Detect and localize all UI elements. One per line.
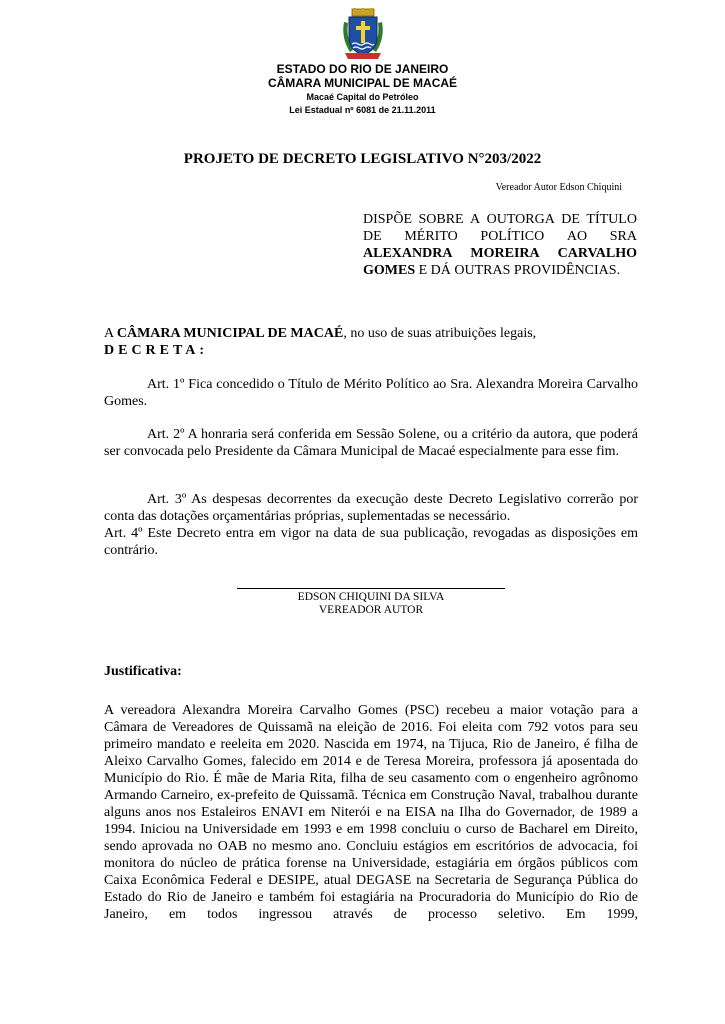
document-title: PROJETO DE DECRETO LEGISLATIVO N°203/2022	[183, 151, 542, 167]
header-state: ESTADO DO RIO DE JANEIRO	[276, 62, 449, 76]
article-3: Art. 3º As despesas decorrentes da execução deste Decreto Legislativo correrão por conta das dotações orçamentárias próprias, suplementadas se necessário.	[104, 492, 638, 524]
author-note: Vereador Autor Edson Chiquini	[495, 182, 622, 193]
intro-chamber-name: CÂMARA MUNICIPAL DE MACAÉ	[116, 326, 344, 341]
ementa	[363, 211, 637, 279]
article-1: Art. 1º Fica concedido o Título de Mérito Político ao Sra. Alexandra Moreira Carvalho Gomes.	[104, 377, 638, 409]
signature-name: EDSON CHIQUINI DA SILVA	[297, 591, 445, 603]
signature-line	[237, 588, 505, 589]
decreta-heading: DECRETA:	[104, 343, 209, 358]
article-4: Art. 4º Este Decreto entra em vigor na data de sua publicação, revogadas as disposições em contrário.	[104, 526, 638, 558]
justification-heading: Justificativa:	[104, 664, 182, 679]
article-2: Art. 2º A honraria será conferida em Sessão Solene, ou a critério da autora, que poderá ser convocada pelo Presidente da Câmara Municipal de Macaé especialmente para esse fim.	[104, 427, 638, 459]
ementa-line-4	[363, 262, 637, 279]
coat-of-arms-icon	[340, 8, 386, 60]
header-law: Lei Estadual nº 6081 de 21.11.2011	[289, 105, 436, 115]
intro-paragraph: A CÂMARA MUNICIPAL DE MACAÉ, no uso de suas atribuições legais,	[104, 326, 537, 341]
signature-role: VEREADOR AUTOR	[318, 604, 424, 616]
ementa-line-3: ALEXANDRA MOREIRA CARVALHO	[363, 246, 637, 261]
ementa-name-end: GOMES	[363, 263, 416, 278]
justification-text: A vereadora Alexandra Moreira Carvalho Gomes (PSC) recebeu a maior votação para a Câmara de Vereadores de Quissamã na eleição de 2016. Foi eleita com 792 votos para seu primeiro mandato e reeleita em 2020. Nascida em 1974, na Tijuca, Rio de Janeiro, é filha de Aleixo Carvalho Gomes, falecido em 2014 e de Teresa Moreira, professora já aposentada do Município do Rio. É mãe de Maria Rita, filha de seu casamento com o engenheiro agrônomo Armando Carneiro, ex-prefeito de Quissamã. Técnica em Construção Naval, trabalhou durante alguns anos nos Estaleiros ENAVI em Niterói e na EISA na Ilha do Governador, de 1989 a 1994. Iniciou na Universidade em 1993 e em 1998 concluiu o curso de Bacharel em Direito, sendo aprovada no OAB no mesmo ano. Concluiu estágios em escritórios de advocacia, foi monitora do núcleo de prática forense na Universidade, estagiária em órgãos públicos com Caixa Econômica Federal e DESIPE, atual DEGASE na Secretaria de Segurança Pública do Estado do Rio de Janeiro e também foi estagiária na Procuradoria do Município do Rio de Janeiro, em todos ingressou através de processo seletivo. Em 1999,	[104, 703, 638, 922]
header-motto: Macaé Capital do Petróleo	[306, 92, 419, 102]
header-chamber: CÂMARA MUNICIPAL DE MACAÉ	[267, 76, 458, 90]
ementa-rest: E DÁ OUTRAS PROVIDÊNCIAS.	[415, 263, 621, 278]
ementa-line-1: DISPÕE SOBRE A OUTORGA DE TÍTULO	[363, 212, 637, 227]
ementa-line-2: DE MÉRITO POLÍTICO AO SRA	[363, 229, 637, 244]
